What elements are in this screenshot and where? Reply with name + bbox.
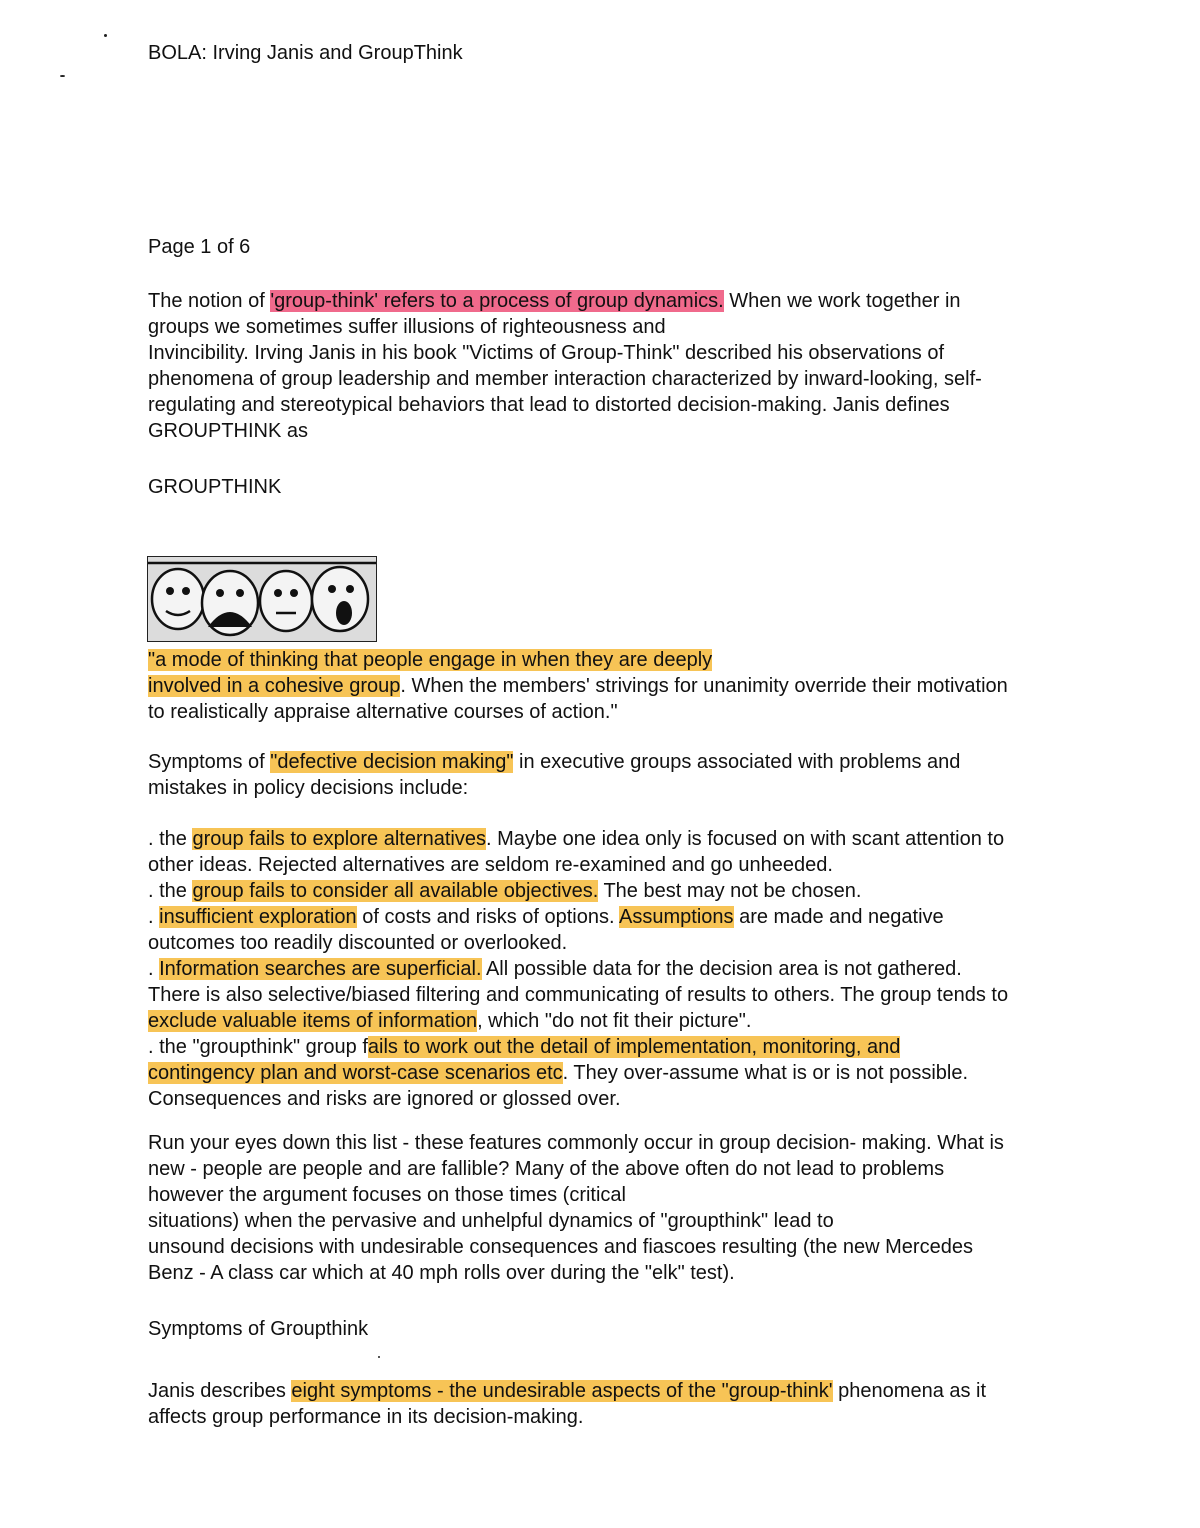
faces-drawing (148, 557, 376, 641)
list-text: . (148, 906, 160, 928)
list-item (148, 826, 1138, 852)
list-item-continuation (148, 1060, 1138, 1086)
yellow-highlight: "a mode of thinking that people engage in when they are deeply (148, 649, 713, 671)
paragraph-line: unsound decisions with undesirable consequences and fiascoes resulting (the new Mercedes (148, 1236, 973, 1258)
intro-text: When we work together in (723, 290, 961, 312)
yellow-highlight: exclude valuable items of information (148, 1010, 478, 1032)
symptoms-text: Symptoms of (148, 751, 271, 773)
list-text: The best may not be chosen. (598, 880, 862, 902)
list-text: are made and negative (733, 906, 944, 928)
paragraph-line: Benz - A class car which at 40 mph rolls over during the "elk" test). (148, 1262, 735, 1284)
symptoms-intro-line: mistakes in policy decisions include: (148, 777, 469, 799)
paragraph-line: situations) when the pervasive and unhelpful dynamics of "groupthink" lead to (148, 1210, 834, 1232)
list-item-continuation: Consequences and risks are ignored or glossed over. (148, 1088, 621, 1110)
list-text: . the "groupthink" group f (148, 1036, 368, 1058)
document-header: BOLA: Irving Janis and GroupThink (148, 42, 463, 64)
list-item (148, 956, 1138, 982)
list-item (148, 878, 1138, 904)
symptoms-text: in executive groups associated with problems and (513, 751, 961, 773)
paragraph-line: new - people are people and are fallible? Many of the above often do not lead to problems (148, 1158, 945, 1180)
list-item (148, 904, 1138, 930)
paragraph-line: however the argument focuses on those times (critical (148, 1184, 626, 1206)
yellow-highlight: insufficient exploration (159, 906, 357, 928)
definition-line (148, 673, 1138, 699)
scan-speck (104, 34, 107, 37)
yellow-highlight: eight symptoms - the undesirable aspects of the "group-think' (291, 1380, 833, 1402)
definition-quote (148, 647, 1138, 725)
intro-line: regulating and stereotypical behaviors that lead to distorted decision-making. Janis defines (148, 394, 950, 416)
intro-line: phenomena of group leadership and member interaction characterized by inward-looking, self- (148, 368, 982, 390)
paragraph-text: Janis describes (148, 1380, 292, 1402)
pink-highlight: 'group-think' refers to a process of group dynamics. (270, 290, 724, 312)
intro-text: The notion of (148, 290, 271, 312)
symptoms-intro-line (148, 749, 1138, 775)
paragraph-line (148, 1378, 1138, 1404)
symptoms-intro (148, 749, 1138, 801)
yellow-highlight: Information searches are superficial. (159, 958, 482, 980)
scan-speck (60, 75, 65, 77)
intro-line: Invincibility. Irving Janis in his book "Victims of Group-Think" described his observations of (148, 342, 945, 364)
yellow-highlight: involved in a cohesive group (148, 675, 401, 697)
list-text: . They over-assume what is or is not possible. (562, 1062, 969, 1084)
paragraph-line: Run your eyes down this list - these features commonly occur in group decision- making. What is (148, 1132, 1004, 1154)
cartoon-faces-illustration (147, 556, 377, 642)
page-label: Page 1 of 6 (148, 236, 251, 258)
scan-speck (378, 1356, 380, 1358)
intro-line (148, 288, 1138, 314)
list-text: . the (148, 880, 193, 902)
yellow-highlight: group fails to explore alternatives (192, 828, 486, 850)
paragraph-line: affects group performance in its decision-making. (148, 1406, 584, 1428)
definition-text: . When the members' strivings for unanimity override their motivation (400, 675, 1008, 697)
yellow-highlight: group fails to consider all available objectives. (192, 880, 599, 902)
definition-line (148, 647, 1138, 673)
list-text: of costs and risks of options. (356, 906, 620, 928)
discussion-paragraph (148, 1130, 1138, 1286)
yellow-highlight: Assumptions (619, 906, 734, 928)
list-text: . Maybe one idea only is focused on with scant attention to (485, 828, 1005, 850)
list-text: . (148, 958, 160, 980)
paragraph-text: phenomena as it (832, 1380, 987, 1402)
yellow-highlight: contingency plan and worst-case scenarios etc (148, 1062, 563, 1084)
list-item (148, 1034, 1138, 1060)
final-paragraph (148, 1378, 1138, 1430)
list-text: , which "do not fit their picture". (477, 1010, 752, 1032)
list-text: . the (148, 828, 193, 850)
intro-line: GROUPTHINK as (148, 420, 309, 442)
yellow-highlight: ails to work out the detail of implementation, monitoring, and (367, 1036, 901, 1058)
definition-line: to realistically appraise alternative courses of action." (148, 701, 618, 723)
yellow-highlight: "defective decision making" (270, 751, 514, 773)
list-text: All possible data for the decision area is not gathered. (481, 958, 962, 980)
intro-paragraph (148, 288, 1138, 444)
list-item-continuation (148, 1008, 1138, 1034)
list-item-continuation: other ideas. Rejected alternatives are seldom re-examined and go unheeded. (148, 854, 833, 876)
symptoms-list (148, 826, 1138, 1112)
list-item-continuation: outcomes too readily discounted or overlooked. (148, 932, 568, 954)
groupthink-heading: GROUPTHINK (148, 476, 282, 498)
list-item-continuation: There is also selective/biased filtering and communicating of results to others. The group tends to (148, 984, 1009, 1006)
intro-line: groups we sometimes suffer illusions of righteousness and (148, 316, 666, 338)
symptoms-heading: Symptoms of Groupthink (148, 1318, 369, 1340)
